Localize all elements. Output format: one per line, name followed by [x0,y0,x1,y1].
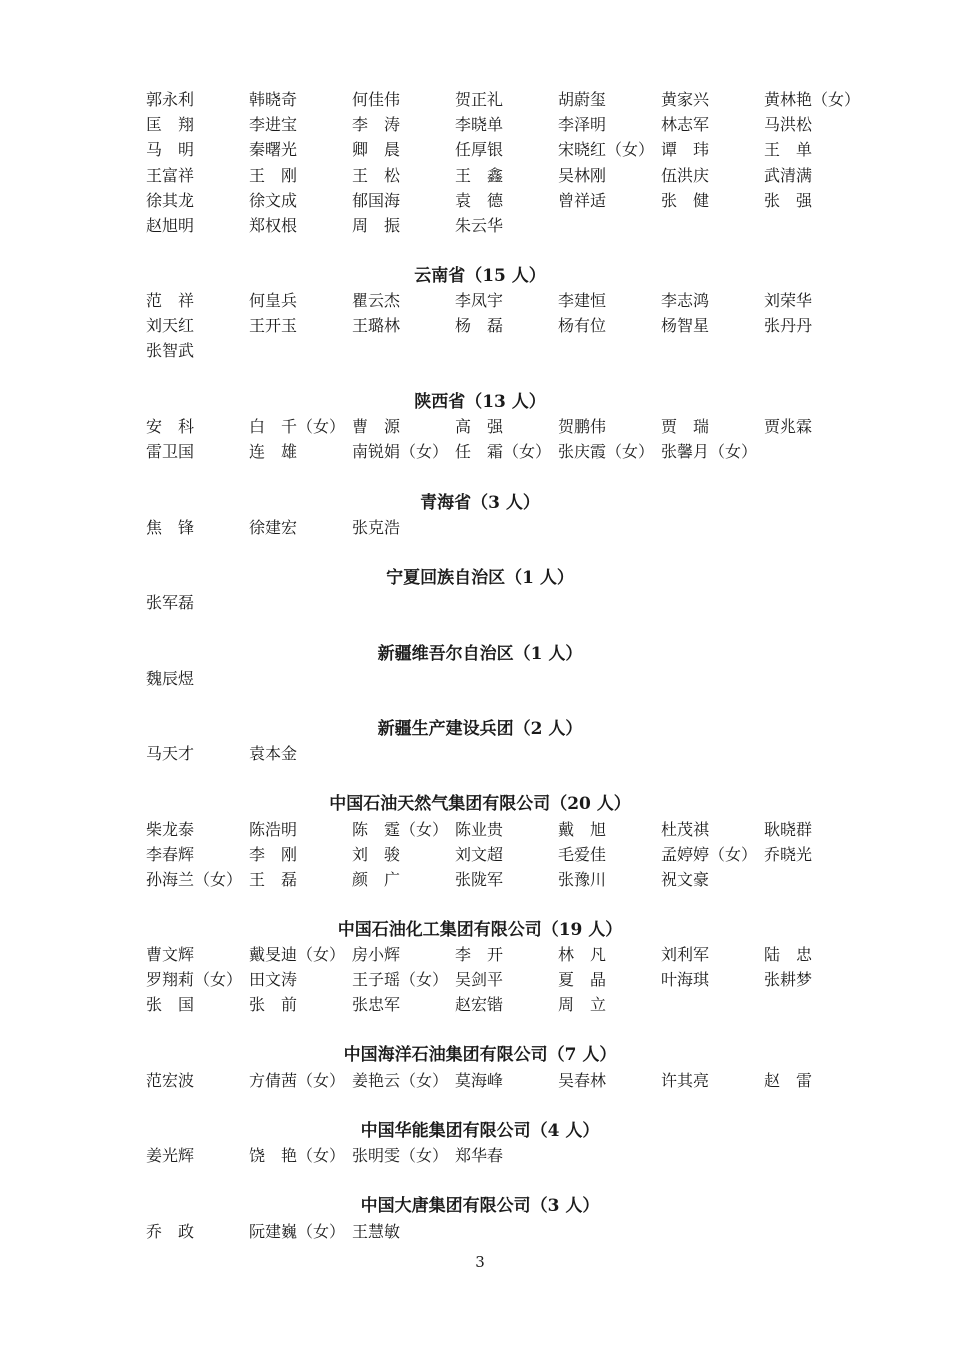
person-name: 王 磊 [249,870,298,890]
person-name: 秦曙光 [249,140,298,160]
name-row [0,1068,960,1093]
person-name: 刘天红 [146,316,195,336]
person-name: 王 刚 [249,165,298,185]
section-heading: 中国大唐集团有限公司（3 人） [360,1196,600,1216]
person-name: 黄林艳（女） [764,90,861,109]
person-name: 王 单 [764,140,813,160]
name-row [0,414,960,439]
person-name: 贺鹏伟 [558,417,607,436]
name-row [0,817,960,842]
person-name: 颜 广 [352,870,401,890]
person-name: 周 立 [558,995,607,1015]
person-name: 曹文辉 [146,945,195,964]
person-name: 田文涛 [249,970,298,990]
name-row [0,87,960,112]
person-name: 杨智星 [661,316,710,336]
person-name: 卿 晨 [352,140,401,160]
person-name: 赵旭明 [146,216,195,235]
person-name: 匡 翔 [146,115,195,135]
person-name: 孙海兰（女） [146,870,243,890]
person-name: 任厚银 [455,140,504,160]
name-row [0,515,960,540]
person-name: 王富祥 [146,165,195,185]
person-name: 张军磊 [146,593,195,612]
person-name: 马天才 [146,744,195,763]
person-name: 张豫川 [558,870,607,890]
section-heading: 青海省（3 人） [420,493,540,513]
name-row [0,338,960,363]
person-name: 贺正礼 [455,90,504,109]
person-name: 马 明 [146,140,195,160]
person-name: 黄家兴 [661,90,710,109]
name-row [0,288,960,313]
person-name: 杨 磊 [455,316,504,336]
person-name: 陈 霆（女） [352,820,449,839]
person-name: 张庆霞（女） [558,442,655,462]
person-name: 乔 政 [146,1222,195,1241]
person-name: 魏辰煜 [146,669,195,688]
name-row [0,741,960,766]
name-row [0,163,960,188]
person-name: 房小辉 [352,945,401,964]
person-name: 阮建巍（女） [249,1222,346,1241]
person-name: 刘利军 [661,945,710,964]
person-name: 谭 玮 [661,140,710,160]
person-name: 安 科 [146,417,195,436]
person-name: 刘文超 [455,845,504,865]
person-name: 刘 骏 [352,845,401,865]
person-name: 白 千（女） [249,417,346,436]
person-name: 杨有位 [558,316,607,336]
person-name: 刘荣华 [764,291,813,310]
section-heading: 中国海洋石油集团有限公司（7 人） [343,1045,617,1065]
person-name: 何佳伟 [352,90,401,109]
person-name: 范 祥 [146,291,195,310]
person-name: 张智武 [146,341,195,361]
person-name: 袁 德 [455,190,504,210]
person-name: 伍洪庆 [661,165,710,185]
person-name: 郭永利 [146,90,195,109]
page-number: 3 [475,1253,485,1271]
person-name: 张克浩 [352,518,401,537]
person-name: 郑权根 [249,216,298,235]
section-heading: 宁夏回族自治区（1 人） [386,568,574,588]
name-row [0,1143,960,1168]
name-row [0,867,960,892]
person-name: 吴春林 [558,1071,607,1090]
person-name: 王 松 [352,165,401,185]
person-name: 连 雄 [249,442,298,462]
person-name: 张陇军 [455,870,504,890]
name-row [0,112,960,137]
person-name: 郁国海 [352,190,401,210]
person-name: 贾兆霖 [764,417,813,436]
name-row [0,439,960,464]
person-name: 范宏波 [146,1071,195,1090]
person-name: 许其亮 [661,1071,710,1090]
name-row [0,992,960,1017]
person-name: 王 鑫 [455,165,504,185]
person-name: 赵宏锴 [455,995,504,1015]
person-name: 宋晓红（女） [558,140,655,160]
person-name: 耿晓群 [764,820,813,839]
person-name: 曾祥适 [558,190,607,210]
person-name: 张丹丹 [764,316,813,336]
name-row [0,188,960,213]
person-name: 吴林刚 [558,165,607,185]
person-name: 赵 雷 [764,1071,813,1090]
person-name: 李凤宇 [455,291,504,310]
person-name: 姜光辉 [146,1146,195,1165]
person-name: 徐建宏 [249,518,298,537]
person-name: 李春辉 [146,845,195,865]
section-heading: 陕西省（13 人） [414,392,546,412]
person-name: 陈业贵 [455,820,504,839]
person-name: 王开玉 [249,316,298,336]
name-row [0,1219,960,1244]
person-name: 胡蔚玺 [558,90,607,109]
person-name: 戴 旭 [558,820,607,839]
name-row [0,137,960,162]
person-name: 叶海琪 [661,970,710,990]
person-name: 张 健 [661,190,710,210]
name-row [0,842,960,867]
section-heading: 新疆生产建设兵团（2 人） [377,719,583,739]
person-name: 王子瑶（女） [352,970,449,990]
person-name: 柴龙泰 [146,820,195,839]
person-name: 南锐娟（女） [352,442,449,462]
person-name: 李志鸿 [661,291,710,310]
person-name: 吴剑平 [455,970,504,990]
person-name: 郑华春 [455,1146,504,1165]
person-name: 张馨月（女） [661,442,758,462]
person-name: 徐文成 [249,190,298,210]
person-name: 陆 忠 [764,945,813,964]
person-name: 王璐林 [352,316,401,336]
person-name: 乔晓光 [764,845,813,865]
person-name: 罗翔莉（女） [146,970,243,990]
person-name: 雷卫国 [146,442,195,462]
person-name: 张忠军 [352,995,401,1015]
person-name: 李 刚 [249,845,298,865]
section-heading: 中国华能集团有限公司（4 人） [360,1121,600,1141]
section-heading: 新疆维吾尔自治区（1 人） [377,644,583,664]
person-name: 周 振 [352,216,401,235]
person-name: 李 涛 [352,115,401,135]
person-name: 孟婷婷（女） [661,845,758,865]
person-name: 焦 锋 [146,518,195,537]
person-name: 李晓单 [455,115,504,135]
person-name: 祝文豪 [661,870,710,890]
person-name: 张明雯（女） [352,1146,449,1165]
person-name: 徐其龙 [146,190,195,210]
person-name: 莫海峰 [455,1071,504,1090]
person-name: 杜茂祺 [661,820,710,839]
person-name: 李 开 [455,945,504,964]
person-name: 朱云华 [455,216,504,235]
person-name: 王慧敏 [352,1222,401,1241]
person-name: 瞿云杰 [352,291,401,310]
person-name: 曹 源 [352,417,401,436]
name-row [0,313,960,338]
person-name: 林志军 [661,115,710,135]
name-row [0,666,960,691]
person-name: 高 强 [455,417,504,436]
section-heading: 云南省（15 人） [414,266,546,286]
name-row [0,942,960,967]
name-row [0,590,960,615]
person-name: 饶 艳（女） [249,1146,346,1165]
person-name: 毛爱佳 [558,845,607,865]
person-name: 夏 晶 [558,970,607,990]
person-name: 何皇兵 [249,291,298,310]
person-name: 任 霜（女） [455,442,552,462]
person-name: 方倩茜（女） [249,1071,346,1090]
name-row [0,213,960,238]
person-name: 贾 瑞 [661,417,710,436]
person-name: 林 凡 [558,945,607,964]
person-name: 张耕梦 [764,970,813,990]
person-name: 武清满 [764,165,813,185]
person-name: 李进宝 [249,115,298,135]
person-name: 张 国 [146,995,195,1015]
section-heading: 中国石油化工集团有限公司（19 人） [337,920,623,940]
person-name: 陈浩明 [249,820,298,839]
person-name: 戴旻迪（女） [249,945,346,964]
name-row [0,967,960,992]
person-name: 李建恒 [558,291,607,310]
person-name: 张 前 [249,995,298,1015]
person-name: 姜艳云（女） [352,1071,449,1090]
person-name: 马洪松 [764,115,813,135]
person-name: 李泽明 [558,115,607,135]
person-name: 袁本金 [249,744,298,763]
section-heading: 中国石油天然气集团有限公司（20 人） [329,794,631,814]
person-name: 张 强 [764,190,813,210]
person-name: 韩晓奇 [249,90,298,109]
